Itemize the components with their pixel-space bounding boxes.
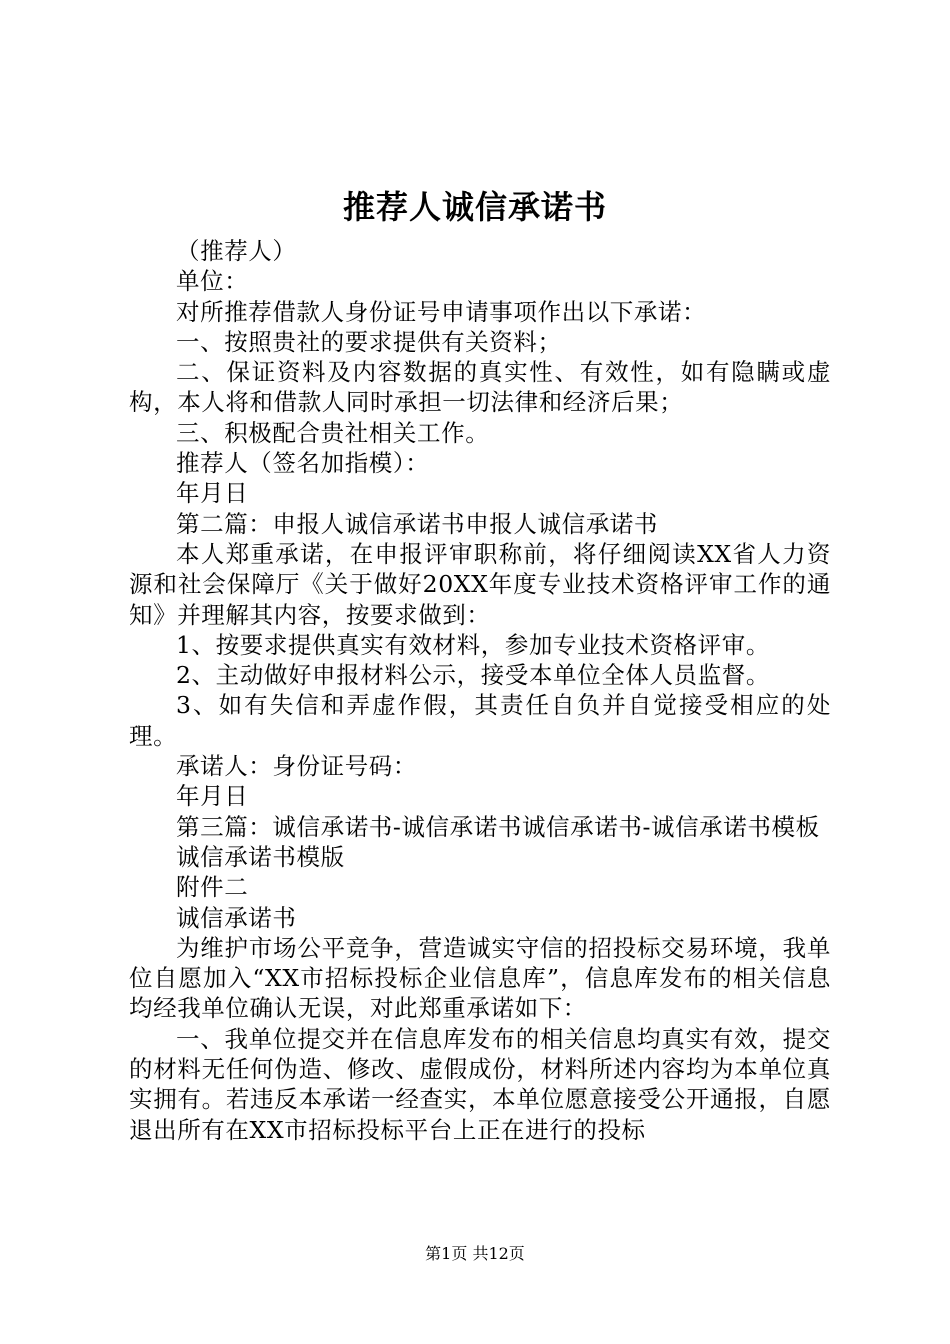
paragraph: 为维护市场公平竞争，营造诚实守信的招投标交易环境，我单位自愿加入“XX市招标投标企业信息库”，信息库发布的相关信息均经我单位确认无误，对此郑重承诺如下： (129, 933, 831, 1023)
document-title: 推荐人诚信承诺书 (342, 188, 607, 226)
paragraph: 年月日 (176, 479, 249, 508)
paragraph: 一、按照贵社的要求提供有关资料； (176, 327, 562, 356)
paragraph: 对所推荐借款人身份证号申请事项作出以下承诺： (176, 297, 707, 326)
paragraph: 诚信承诺书模版 (176, 842, 345, 871)
section-heading: 第三篇：诚信承诺书-诚信承诺书诚信承诺书-诚信承诺书模板 (176, 812, 820, 841)
paragraph: 3、如有失信和弄虚作假，其责任自负并自觉接受相应的处理。 (129, 691, 831, 750)
paragraph: 一、我单位提交并在信息库发布的相关信息均真实有效，提交的材料无任何伪造、修改、虚假成份，材料所述内容均为本单位真实拥有。若违反本承诺一经查实，本单位愿意接受公开通报，自愿退出所有在XX市招标投标平台上正在进行的投标 (129, 1024, 831, 1144)
paragraph: 年月日 (176, 782, 249, 811)
paragraph: 诚信承诺书 (176, 903, 297, 932)
paragraph: 推荐人（签名加指模）： (176, 449, 430, 478)
page-number-footer: 第1页 共12页 (425, 1244, 525, 1263)
paragraph: 三、积极配合贵社相关工作。 (176, 418, 490, 447)
paragraph: 单位： (176, 267, 249, 296)
section-heading: 第二篇：申报人诚信承诺书申报人诚信承诺书 (176, 509, 658, 538)
paragraph: 附件二 (176, 873, 249, 902)
paragraph: 2、主动做好申报材料公示，接受本单位全体人员监督。 (176, 661, 770, 690)
paragraph: 本人郑重承诺，在申报评审职称前，将仔细阅读XX省人力资源和社会保障厅《关于做好20XX年度专业技术资格评审工作的通知》并理解其内容，按要求做到： (129, 539, 831, 629)
paragraph: 承诺人：身份证号码： (176, 752, 417, 781)
paragraph: 1、按要求提供真实有效材料，参加专业技术资格评审。 (176, 630, 770, 659)
document-body (129, 236, 831, 1145)
paragraph: 二、保证资料及内容数据的真实性、有效性，如有隐瞒或虚构，本人将和借款人同时承担一切法律和经济后果； (129, 358, 831, 417)
paragraph: （推荐人） (176, 237, 297, 265)
